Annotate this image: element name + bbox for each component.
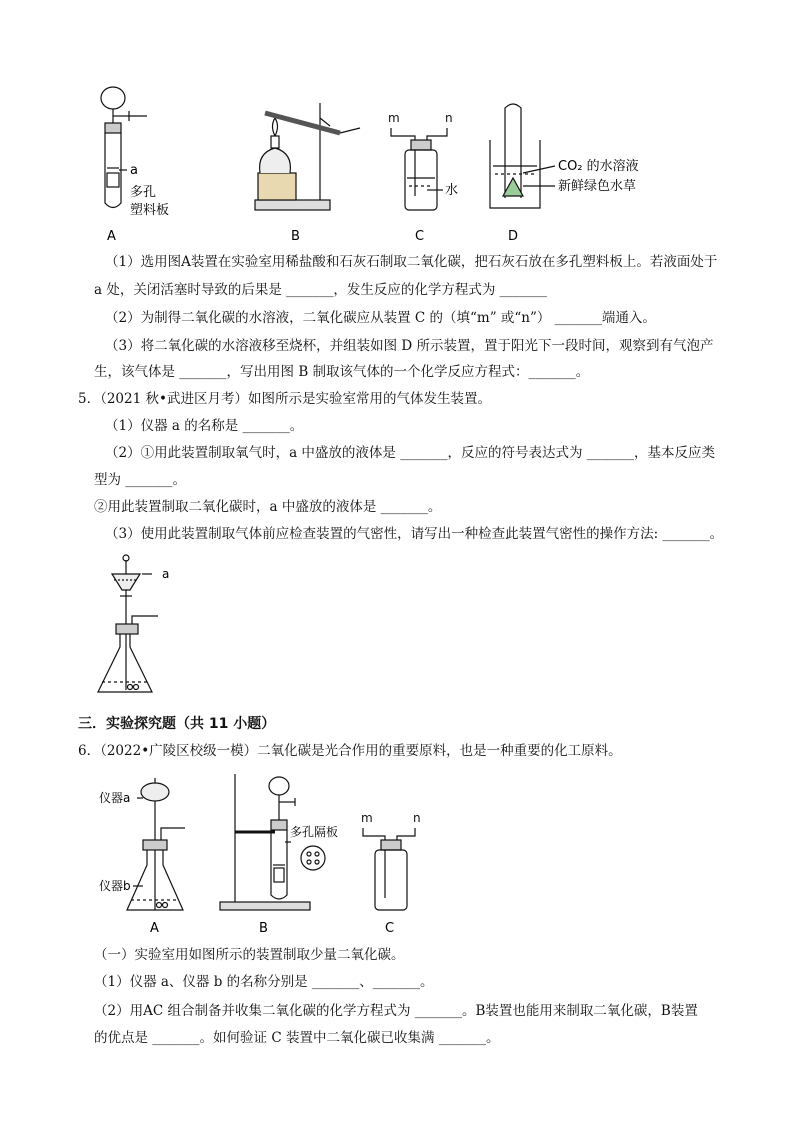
q4-part3-line2: 生，该气体是 _______，写出用图 B 制取该气体的一个化学反应方程式：_______。 xyxy=(94,364,590,380)
q6-instrument-a-label: 仪器a xyxy=(99,791,131,805)
fig1-porous-label-1: 多孔 xyxy=(130,185,157,200)
q4-part1-line1: （1）选用图A装置在实验室用稀盐酸和石灰石制取二氧化碳，把石灰石放在多孔塑料板上。若液面处于 xyxy=(105,254,718,270)
q6-instrument-b-label: 仪器b xyxy=(99,879,131,893)
figure-q6-apparatus xyxy=(95,770,425,938)
fig1-water: 水 xyxy=(445,183,459,198)
fig1-label-c: C xyxy=(415,229,425,244)
q6-sub1: （一）实验室用如图所示的装置制取少量二氧化碳。 xyxy=(94,947,405,963)
q5-part3: （3）使用此装置制取气体前应检查装置的气密性，请写出一种检查此装置气密性的操作方法: _______。 xyxy=(105,526,724,542)
fig1-a-label: a xyxy=(130,163,138,178)
fig1-n: n xyxy=(445,111,453,125)
q6-apparatus-a xyxy=(127,778,185,910)
q5-title: 5．（2021 秋•武进区月考）如图所示是实验室常用的气体发生装置。 xyxy=(78,391,491,407)
section3-title: 三．实验探究题（共 11 小题） xyxy=(78,716,276,732)
figure-q5-apparatus xyxy=(90,552,210,707)
fig1-waterweed: 新鲜绿色水草 xyxy=(558,179,637,194)
fig1-label-a: A xyxy=(107,229,116,244)
q5-part2-line3: ②用此装置制取二氧化碳时，a 中盛放的液体是 _______。 xyxy=(94,499,442,515)
fig1-label-d: D xyxy=(508,229,519,244)
figure-apparatus-abcd xyxy=(85,78,705,248)
q5-part1: （1）仪器 a 的名称是 _______。 xyxy=(105,418,304,434)
q4-part1-line2: a 处，关闭活塞时导致的后果是 _______，发生反应的化学方程式为 _______ xyxy=(94,282,547,298)
fig1-label-b: B xyxy=(291,229,300,244)
q5-fig-label-a: a xyxy=(162,567,170,581)
fig1-m: m xyxy=(388,111,400,125)
q6-porous-plate-label: 多孔隔板 xyxy=(290,825,339,839)
apparatus-b xyxy=(255,103,360,210)
apparatus-c xyxy=(388,111,453,210)
q6-m: m xyxy=(361,811,373,825)
q6-part2-line2: 的优点是 _______。如何验证 C 装置中二氧化碳已收集满 _______。 xyxy=(94,1030,500,1046)
q6-label-b: B xyxy=(259,921,268,936)
q6-part1: （1）仪器 a、仪器 b 的名称分别是 _______、_______。 xyxy=(94,974,434,990)
q5-part2-line2: 型为 _______。 xyxy=(94,472,187,488)
q6-title: 6．（2022•广陵区校级一模）二氧化碳是光合作用的重要原料，也是一种重要的化工原料。 xyxy=(78,743,622,759)
q6-apparatus-c xyxy=(361,811,421,910)
q6-n: n xyxy=(413,811,421,825)
q6-label-a: A xyxy=(150,921,159,936)
fig1-co2-solution: CO₂ 的水溶液 xyxy=(558,159,639,174)
q6-apparatus-b xyxy=(220,774,325,910)
q4-part3-line1: （3）将二氧化碳的水溶液移至烧杯，并组装如图 D 所示装置，置于阳光下一段时间，观察到有气泡产 xyxy=(105,338,714,354)
q5-part2-line1: （2）①用此装置制取氧气时，a 中盛放的液体是 _______，反应的符号表达式为 _______，基本反应类 xyxy=(105,445,716,461)
apparatus-d xyxy=(490,104,555,208)
q4-part2: （2）为制得二氧化碳的水溶液，二氧化碳应从装置 C 的（填“m” 或“n”） _______端通入。 xyxy=(105,310,656,326)
q6-part2-line1: （2）用AC 组合制备并收集二氧化碳的化学方程式为 _______。B装置也能用来制取二氧化碳，B装置 xyxy=(94,1003,698,1019)
q6-label-c: C xyxy=(385,921,395,936)
fig1-porous-label-2: 塑料板 xyxy=(130,203,170,218)
